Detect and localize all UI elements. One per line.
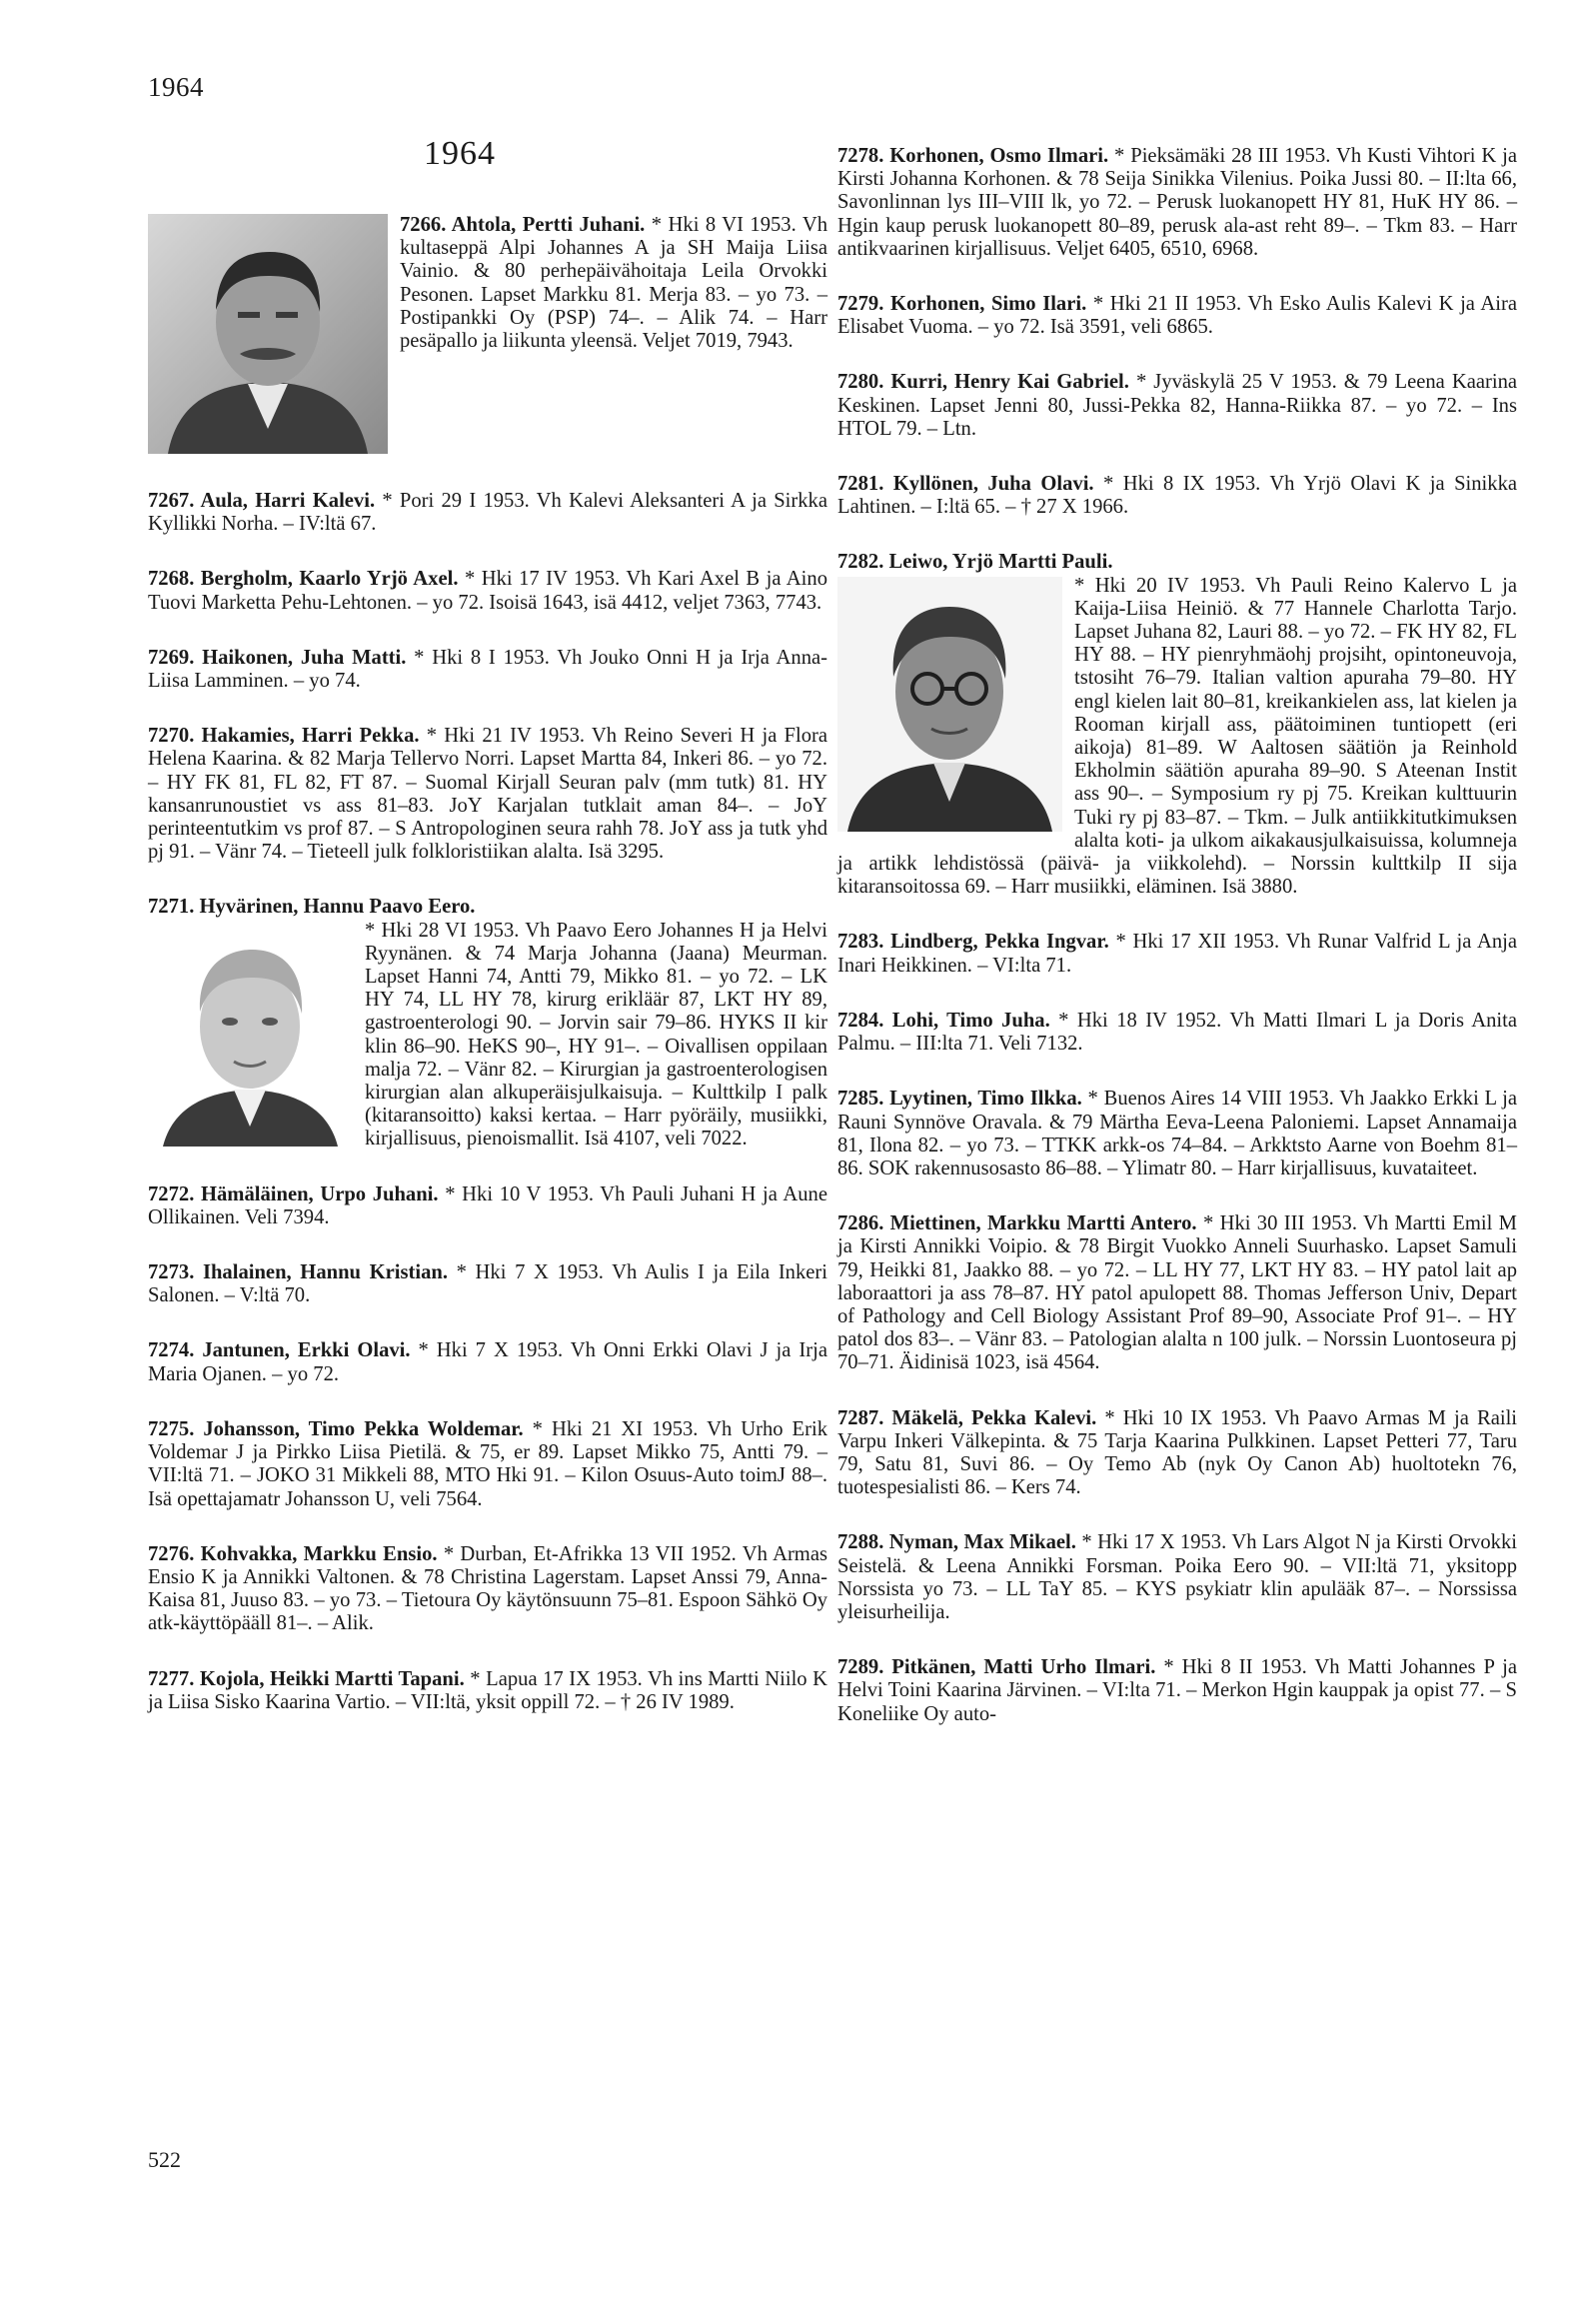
portrait-photo-leiwo — [837, 577, 1062, 832]
entry-heading: 7278. Korhonen, Osmo Ilmari. — [837, 145, 1109, 167]
biography-entry — [837, 473, 1517, 519]
biography-entry — [148, 214, 827, 458]
entry-text: * Hki 30 III 1953. Vh Martti Emil M ja Kirsti Annikki Voipio. & 78 Birgit Vuokko Anneli Suurhasko. Lapset Samuli 79, Heikki 81, Jaakko 88. – yo 72. – LL HY 77, LKT HY 83. – HY patol lait ap laboraattori ja ass 78–87. HY patol apulopett 88. Thomas Jefferson Univ, Depart of Pathology and Cell Biology Assistant Prof 89–90, Associate Prof 91–. – HY patol dos 83–. – Vänr 83. – Patologian alalta n 100 julk. – Norssin Luontoseura pj 70–71. Äidinisä 1023, isä 4564. — [837, 1212, 1517, 1374]
entry-text: * Hki 21 IV 1953. Vh Reino Severi H ja Flora Helena Kaarina. & 82 Marja Tellervo Norri. Lapset Martta 84, Inkeri 86. – yo 72. – HY FK 81, FL 82, FT 87. – Suomal Kirjall Seuran palv (mm tutk) 81. HY kansanrunoustiet vs ass 81–83. JoY Karjalan tutklait aman 84–. – JoY perinteentutkim vs prof 87. – S Antropologinen seura rahh 78. JoY ass ja tutk yhd pj 91. – Vänr 74. – Tieteell julk folkloristiikan alalta. Isä 3295. — [148, 725, 827, 864]
entry-text: * Hki 7 X 1953. Vh Aulis I ja Eila Inkeri Salonen. – V:ltä 70. — [148, 1261, 827, 1307]
right-column — [837, 145, 1517, 1758]
biography-entry — [837, 1088, 1517, 1180]
biography-entry — [148, 1261, 827, 1307]
entry-text: * Hki 8 I 1953. Vh Jouko Onni H ja Irja Anna-Liisa Lamminen. – yo 74. — [148, 646, 827, 693]
biography-entry — [148, 1668, 827, 1714]
entry-text: * Hki 8 IX 1953. Vh Yrjö Olavi K ja Sinikka Lahtinen. – I:ltä 65. – † 27 X 1966. — [837, 473, 1518, 519]
biography-entry — [148, 1339, 827, 1385]
entry-heading: 7280. Kurri, Henry Kai Gabriel. — [837, 371, 1129, 394]
entry-heading: 7287. Mäkelä, Pekka Kalevi. — [837, 1406, 1097, 1429]
entry-heading: 7272. Hämäläinen, Urpo Juhani. — [148, 1182, 439, 1205]
biography-entry — [148, 1418, 827, 1511]
entry-heading: 7288. Nyman, Max Mikael. — [837, 1531, 1076, 1554]
entry-heading: 7279. Korhonen, Simo Ilari. — [837, 293, 1087, 316]
biography-entry — [837, 931, 1517, 977]
entry-text: * Hki 17 IV 1953. Vh Kari Axel B ja Aino Tuovi Marketta Pehu-Lehtonen. – yo 72. Isoisä 1643, isä 4412, veljet 7363, 7743. — [148, 568, 827, 614]
entry-heading: 7282. Leiwo, Yrjö Martti Pauli. — [837, 551, 1113, 574]
entry-text: * Hki 21 II 1953. Vh Esko Aulis Kalevi K ja Aira Elisabet Vuoma. – yo 72. Isä 3591, veli 6865. — [837, 293, 1517, 339]
entry-text: * Buenos Aires 14 VIII 1953. Vh Jaakko Erkki L ja Rauni Synnöve Oravala. & 79 Märtha Eeva-Leena Paloniemi. Lapset Annamaija 81, Ilona 82. – yo 73. – TTKK arkk-os 74–84. – Arkktsto Aarne von Boehm 81–86. SOK rakennusosasto 86–88. – Ylimatr 80. – Harr kirjallisuus, kuvataiteet. — [837, 1088, 1517, 1179]
entry-heading: 7281. Kyllönen, Juha Olavi. — [837, 473, 1094, 496]
biography-entry — [837, 1656, 1517, 1726]
biography-entry — [837, 1212, 1517, 1374]
page-number: 522 — [148, 2147, 181, 2172]
biography-entry — [148, 647, 827, 693]
entry-heading: 7267. Aula, Harri Kalevi. — [148, 490, 376, 512]
entry-text: * Hki 17 XII 1953. Vh Runar Valfrid L ja Anja Inari Heikkinen. – VI:lta 71. — [837, 931, 1517, 977]
left-column — [148, 214, 827, 1746]
entry-heading: 7283. Lindberg, Pekka Ingvar. — [837, 931, 1109, 954]
biography-entry — [837, 1407, 1517, 1500]
entry-heading: 7273. Ihalainen, Hannu Kristian. — [148, 1261, 448, 1284]
entry-text: * Hki 10 V 1953. Vh Pauli Juhani H ja Aune Ollikainen. Veli 7394. — [148, 1182, 827, 1228]
entry-heading: 7284. Lohi, Timo Juha. — [837, 1009, 1050, 1032]
entry-heading: 7266. Ahtola, Pertti Juhani. — [400, 214, 646, 236]
portrait-photo-ahtola — [148, 214, 388, 454]
entry-heading: 7286. Miettinen, Markku Martti Antero. — [837, 1212, 1197, 1235]
biography-entry — [148, 725, 827, 864]
entry-heading: 7269. Haikonen, Juha Matti. — [148, 646, 407, 669]
biography-entry — [837, 1010, 1517, 1056]
entry-text: * Hki 21 XI 1953. Vh Urho Erik Voldemar J ja Pirkko Liisa Pietilä. & 75, er 89. Lapset Mikko 75, Antti 79. – VII:ltä 71. – JOKO 31 Mikkeli 88, MTO Hki 91. – Kilon Osuus-Auto toimJ 88–. Isä opettajamatr Johansson U, veli 7564. — [148, 1417, 827, 1510]
biography-entry — [837, 551, 1517, 899]
entry-heading: 7276. Kohvakka, Markku Ensio. — [148, 1542, 438, 1565]
entry-heading: 7268. Bergholm, Kaarlo Yrjö Axel. — [148, 568, 459, 591]
biography-entry — [837, 145, 1517, 261]
entry-heading: 7285. Lyytinen, Timo Ilkka. — [837, 1088, 1082, 1111]
entry-heading: 7271. Hyvärinen, Hannu Paavo Eero. — [148, 896, 476, 919]
entry-heading: 7274. Jantunen, Erkki Olavi. — [148, 1339, 411, 1362]
portrait-photo-hyvarinen — [148, 922, 353, 1147]
entry-heading: 7289. Pitkänen, Matti Urho Ilmari. — [837, 1656, 1156, 1679]
biography-entry — [837, 1531, 1517, 1624]
biography-entry — [837, 371, 1517, 441]
entry-text: * Hki 7 X 1953. Vh Onni Erkki Olavi J ja Irja Maria Ojanen. – yo 72. — [148, 1339, 827, 1385]
running-head: 1964 — [148, 72, 204, 102]
entry-heading: 7277. Kojola, Heikki Martti Tapani. — [148, 1667, 465, 1690]
entry-text: * Hki 10 IX 1953. Vh Paavo Armas M ja Raili Varpu Inkeri Välkepinta. & 75 Tarja Kaarina Pulkkinen. Lapset Petteri 77, Taru 79, Satu 81, Suvi 86. – Oy Temo Ab (nyk Oy Canon Ab) huoltotekn 76, tuotespesialisti 86. – Kers 74. — [837, 1406, 1518, 1499]
entry-text: * Hki 28 VI 1953. Vh Paavo Eero Johannes H ja Helvi Ryynänen. & 74 Marja Johanna (Jaana) Meurman. Lapset Hanni 74, Antti 79, Mikko 81. – yo 72. – LK HY 74, LL HY 78, kirurg erikläär 87, LKT HY 89, gastroenterologi 90. – Jorvin sair 79–86. HYKS II kir klin 86–90. HeKS 90–, HY 91–. – Oivallisen oppilaan malja 72. – Vänr 82. – Kirurgian ja gastroenterologisen kirurgian alan alkuperäisjulkaisuja. – Kulttkilp I palk (kitaransoitto) kaksi kertaa. – Harr pyöräily, musiikki, kirjallisuus, pienoismallit. Isä 4107, veli 7022. — [365, 919, 827, 1151]
entry-text: * Durban, Et-Afrikka 13 VII 1952. Vh Armas Ensio K ja Annikki Valtonen. & 78 Christina Lagerstam. Lapset Anssi 79, Anna-Kaisa 81, Juuso 83. – yo 73. – Tietoura Oy käytönsuunn 75–81. Espoon Sähkö Oy atk-käyttöpääll 81–. – Alik. — [148, 1542, 827, 1635]
entry-text: * Hki 18 IV 1952. Vh Matti Ilmari L ja Doris Anita Palmu. – III:lta 71. Veli 7132. — [837, 1009, 1517, 1056]
entry-heading: 7275. Johansson, Timo Pekka Woldemar. — [148, 1417, 524, 1440]
entry-text: * Pori 29 I 1953. Vh Kalevi Aleksanteri A ja Sirkka Kyllikki Norha. – IV:ltä 67. — [148, 490, 827, 536]
biography-entry — [148, 1543, 827, 1636]
entry-text: * Hki 20 IV 1953. Vh Pauli Reino Kalervo L ja Kaija-Liisa Heiniö. & 77 Hannele Charlotta Tarjo. Lapset Juhana 82, Lauri 88. – yo 72. – FK HY 82, FL HY 88. – HY pienryhmäohj projsiht, opintoneuvoja, tstosiht 76–79. Italian valtion apuraha 79–80. HY engl kielen lait 80–81, kreikankielen ass, lat kielen ja Rooman kirjall ass, päätoiminen tuntiopett (eri aikoja) 81–89. W Aaltosen säätiön ja Reinhold Ekholmin säätiön apuraha 89–90. S Ateenan Instit ass 90–. – Symposium ry pj 75. Kreikan kulttuurin Tuki ry pj 83–87. – Tkm. – Julk antiikkitutkimuksen alalta koti- ja ulkom aikakausjulkaisuissa, kolumneja ja artikk lehdistössä (päivä- ja viikkolehd). – Norssin kulttkilp II sija kitaransoitossa 69. – Harr musiikki, eläminen. Isä 3880. — [837, 574, 1517, 899]
entry-text: * Hki 8 II 1953. Vh Matti Johannes P ja Helvi Toini Kaarina Järvinen. – VI:lta 71. – Merkon Hgin kauppak ja opist 77. – S Koneliike Oy auto- — [837, 1656, 1517, 1725]
biography-entry — [837, 293, 1517, 339]
entry-text: * Pieksämäki 28 III 1953. Vh Kusti Vihtori K ja Kirsti Johanna Korhonen. & 78 Seija Sinikka Vilenius. Poika Jussi 80. – II:lta 66, Savonlinnan lys III–VIII lk, yo 72. – Perusk luokanopett HY 81, HuK HY 86. – Hgin kaup perusk luokanopett 80–89, perusk ala-ast reht 89–. – Tkm 83. – Harr antikvaarinen kirjallisuus. Veljet 6405, 6510, 6968. — [837, 145, 1517, 260]
entry-text: * Jyväskylä 25 V 1953. & 79 Leena Kaarina Keskinen. Lapset Jenni 80, Jussi-Pekka 82, Hanna-Riikka 87. – yo 72. – Ins HTOL 79. – Ltn. — [837, 371, 1518, 440]
entry-text: * Hki 17 X 1953. Vh Lars Algot N ja Kirsti Orvokki Seistelä. & Leena Annikki Forsman. Poika Eero 90. – VII:ltä 71, yksitopp Norssista yo 73. – LL TaY 85. – KYS psykiatr klin apulääk 87–. – Norssissa yleisurheilija. — [837, 1531, 1517, 1623]
entry-text: * Lapua 17 IX 1953. Vh ins Martti Niilo K ja Liisa Sisko Kaarina Vartio. – VII:ltä, yksit oppill 72. – † 26 IV 1989. — [148, 1667, 827, 1713]
entry-heading: 7270. Hakamies, Harri Pekka. — [148, 725, 420, 748]
biography-entry — [148, 568, 827, 614]
biography-entry — [148, 896, 827, 1151]
biography-entry — [148, 1183, 827, 1229]
section-year-heading: 1964 — [424, 135, 496, 172]
biography-entry — [148, 490, 827, 536]
entry-text: * Hki 8 VI 1953. Vh kultaseppä Alpi Johannes A ja SH Maija Liisa Vainio. & 80 perhepäivähoitaja Leila Orvokki Pesonen. Lapset Markku 81. Merja 83. – yo 73. – Postipankki Oy (PSP) 74–. – Alik 74. – Harr pesäpallo ja liikunta yleensä. Veljet 7019, 7943. — [400, 214, 828, 353]
